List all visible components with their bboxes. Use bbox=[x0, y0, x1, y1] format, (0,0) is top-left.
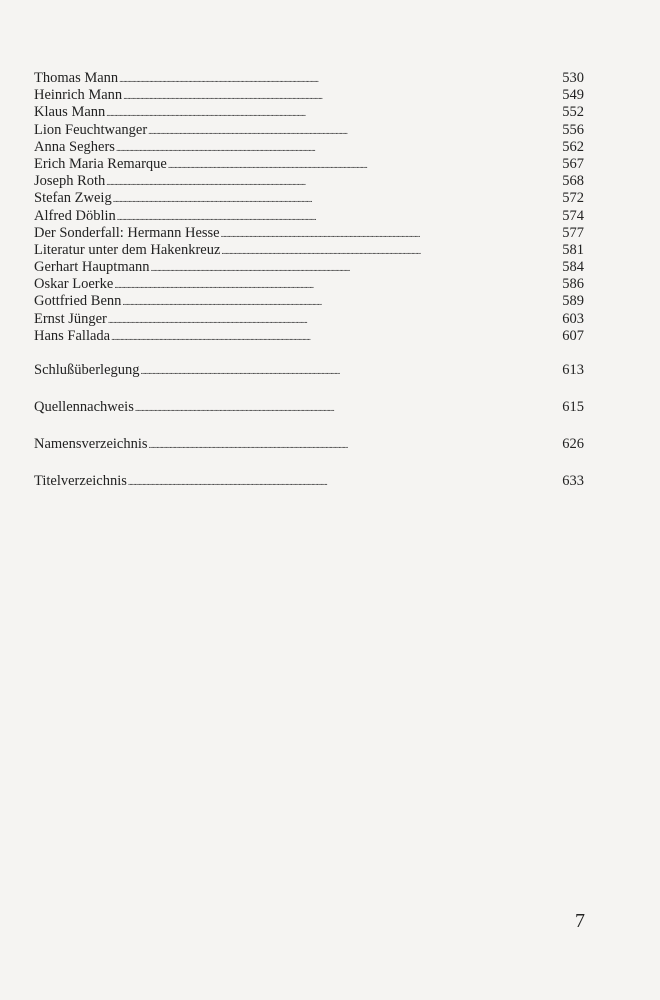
toc-entry-title: Ernst Jünger bbox=[34, 310, 107, 327]
dot-leader bbox=[111, 329, 561, 346]
toc-entry-title: Klaus Mann bbox=[34, 104, 106, 121]
toc-entry-page: 552 bbox=[562, 104, 584, 121]
toc-entry bbox=[34, 70, 584, 87]
toc-entry-title: Namensverzeichnis bbox=[34, 436, 148, 452]
toc-entry-page: 577 bbox=[562, 224, 584, 241]
dot-leader bbox=[148, 123, 561, 140]
dot-leader bbox=[114, 277, 561, 294]
dot-leader bbox=[113, 191, 562, 208]
toc-entry-page: 615 bbox=[562, 399, 584, 415]
toc-entry-page: 586 bbox=[562, 276, 584, 293]
toc-entry-page: 562 bbox=[562, 138, 584, 155]
toc-entry-page: 584 bbox=[562, 259, 584, 276]
toc-entry bbox=[34, 259, 584, 276]
toc-entry-title: Gerhart Hauptmann bbox=[34, 259, 150, 276]
dot-leader bbox=[106, 174, 561, 191]
toc-entry-page: 626 bbox=[562, 436, 584, 452]
toc-section-entries bbox=[34, 362, 584, 493]
dot-leader bbox=[221, 226, 562, 243]
dot-leader bbox=[106, 105, 561, 122]
toc-entry bbox=[34, 122, 584, 139]
toc-entry-title: Der Sonderfall: Hermann Hesse bbox=[34, 224, 220, 241]
toc-entry-namensverzeichnis bbox=[34, 436, 584, 456]
toc-entry-page: 607 bbox=[562, 327, 584, 344]
toc-entry-title: Gottfried Benn bbox=[34, 293, 122, 310]
toc-entry-page: 633 bbox=[562, 473, 584, 489]
toc-entry bbox=[34, 139, 584, 156]
toc-entry bbox=[34, 293, 584, 310]
toc-entry-page: 581 bbox=[562, 241, 584, 258]
dot-leader bbox=[151, 260, 562, 277]
toc-entry bbox=[34, 328, 584, 345]
toc-entry bbox=[34, 190, 584, 207]
toc-entry-title: Joseph Roth bbox=[34, 173, 106, 190]
dot-leader bbox=[149, 437, 562, 454]
toc-entry-titelverzeichnis bbox=[34, 473, 584, 493]
toc-entry-page: 603 bbox=[562, 310, 584, 327]
page-number: 7 bbox=[575, 910, 585, 932]
toc-entry-page: 556 bbox=[562, 121, 584, 138]
toc-entry bbox=[34, 242, 584, 259]
toc-entry-schlussueberlegung bbox=[34, 362, 584, 382]
toc-entry-title: Lion Feuchtwanger bbox=[34, 121, 148, 138]
toc-entry bbox=[34, 311, 584, 328]
toc-entry bbox=[34, 173, 584, 190]
toc-entry-title: Alfred Döblin bbox=[34, 207, 116, 224]
toc-entry bbox=[34, 156, 584, 173]
dot-leader bbox=[119, 71, 561, 88]
toc-entry-title: Thomas Mann bbox=[34, 70, 119, 86]
toc-entry-title: Literatur unter dem Hakenkreuz bbox=[34, 241, 221, 258]
dot-leader bbox=[116, 140, 561, 157]
toc-entry-title: Hans Fallada bbox=[34, 327, 111, 344]
dot-leader bbox=[123, 88, 561, 105]
toc-entry bbox=[34, 276, 584, 293]
toc-entry-title: Schlußüberlegung bbox=[34, 362, 140, 378]
toc-entry-page: 530 bbox=[562, 70, 584, 86]
toc-entry-page: 574 bbox=[562, 207, 584, 224]
toc-entry-title: Erich Maria Remarque bbox=[34, 155, 167, 172]
toc-entry-title: Oskar Loerke bbox=[34, 276, 114, 293]
toc-entry-title: Quellennachweis bbox=[34, 399, 134, 415]
toc-entry-page: 549 bbox=[562, 87, 584, 104]
dot-leader bbox=[221, 243, 561, 260]
dot-leader bbox=[168, 157, 561, 174]
toc-author-entries bbox=[34, 70, 584, 345]
table-of-contents bbox=[34, 70, 584, 493]
toc-entry-title: Titelverzeichnis bbox=[34, 473, 127, 489]
toc-entry-title: Heinrich Mann bbox=[34, 87, 123, 104]
toc-entry bbox=[34, 225, 584, 242]
toc-entry-page: 589 bbox=[562, 293, 584, 310]
toc-entry-title: Anna Seghers bbox=[34, 138, 115, 155]
toc-entry-title: Stefan Zweig bbox=[34, 190, 112, 207]
toc-entry-page: 567 bbox=[562, 155, 584, 172]
dot-leader bbox=[108, 312, 561, 329]
dot-leader bbox=[117, 209, 562, 226]
dot-leader bbox=[128, 474, 561, 491]
toc-entry-page: 613 bbox=[562, 362, 584, 378]
toc-entry-quellennachweis bbox=[34, 399, 584, 419]
dot-leader bbox=[122, 294, 561, 311]
dot-leader bbox=[135, 400, 561, 417]
toc-entry-page: 568 bbox=[562, 173, 584, 190]
toc-entry-page: 572 bbox=[562, 190, 584, 207]
toc-entry bbox=[34, 104, 584, 121]
dot-leader bbox=[141, 363, 562, 380]
toc-entry bbox=[34, 87, 584, 104]
toc-entry bbox=[34, 208, 584, 225]
